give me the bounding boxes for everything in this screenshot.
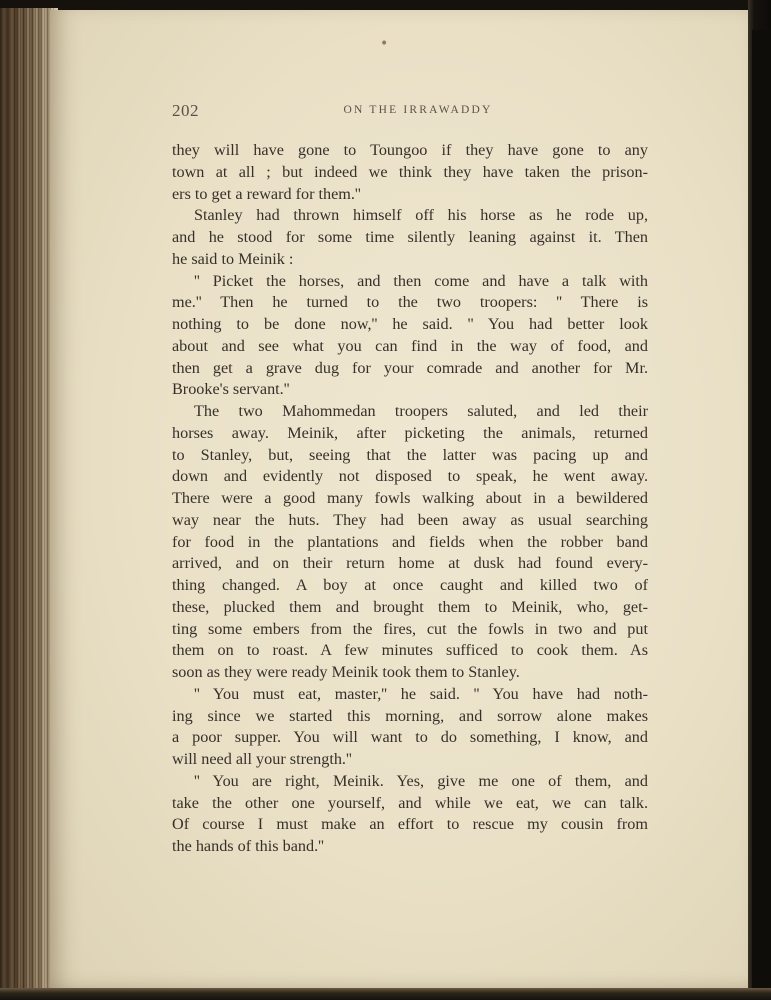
text-line: he said to Meinik : bbox=[172, 249, 294, 268]
text-line: these, plucked them and brought them to Meinik, who, get- bbox=[172, 597, 648, 616]
text-line: the hands of this band.'' bbox=[172, 837, 324, 855]
running-head: ON THE IRRAWADDY bbox=[343, 104, 493, 116]
text-line: a poor supper. You will want to do something, I know, and bbox=[172, 728, 648, 747]
text-line: Stanley had thrown himself off his horse as he rode up, bbox=[194, 206, 648, 225]
bottom-scan-border bbox=[0, 988, 771, 1000]
page-number: 202 bbox=[172, 101, 199, 120]
text-line: '' You must eat, master,'' he said. '' You have had noth- bbox=[194, 684, 648, 703]
text-line: for food in the plantations and fields when the robber band bbox=[172, 532, 648, 551]
text-line: will need all your strength.'' bbox=[172, 750, 352, 768]
text-line: soon as they were ready Meinik took them to Stanley. bbox=[172, 663, 520, 681]
text-line: '' You are right, Meinik. Yes, give me one of them, and bbox=[194, 771, 648, 790]
text-line: way near the huts. They had been away as usual searching bbox=[172, 510, 648, 529]
text-line: horses away. Meinik, after picketing the animals, returned bbox=[172, 423, 648, 442]
text-line: them on to roast. A few minutes sufficed to cook them. As bbox=[172, 641, 648, 660]
text-line: about and see what you can find in the way of food, and bbox=[172, 336, 648, 355]
ink-spot-mark: • bbox=[380, 36, 389, 52]
text-line: down and evidently not disposed to speak, he went away. bbox=[172, 467, 648, 486]
text-line: There were a good many fowls walking about in a bewildered bbox=[172, 489, 648, 507]
text-line: ers to get a reward for them.'' bbox=[172, 184, 361, 203]
page-edge-lines bbox=[14, 8, 54, 1000]
text-line: then get a grave dug for your comrade and another for Mr. bbox=[172, 358, 648, 377]
text-line: The two Mahommedan troopers saluted, and led their bbox=[194, 402, 648, 420]
text-line: me.'' Then he turned to the two troopers: '' There is bbox=[172, 293, 648, 312]
text-line: and he stood for some time silently leaning against it. Then bbox=[172, 228, 648, 246]
text-line: nothing to be done now,'' he said. '' You had better look bbox=[172, 315, 648, 333]
text-line: they will have gone to Toungoo if they have gone to any bbox=[172, 141, 648, 159]
text-line: to Stanley, but, seeing that the latter was pacing up and bbox=[172, 445, 648, 464]
right-dark-band bbox=[752, 30, 771, 990]
text-line: '' Picket the horses, and then come and have a talk with bbox=[194, 271, 648, 290]
body-text bbox=[172, 140, 648, 858]
text-line: Brooke's servant.'' bbox=[172, 380, 290, 399]
text-line: thing changed. A boy at once caught and killed two of bbox=[172, 576, 648, 594]
text-line: ing since we started this morning, and sorrow alone makes bbox=[172, 706, 648, 725]
page-header bbox=[172, 101, 650, 125]
text-line: ting some embers from the fires, cut the fowls in two and put bbox=[172, 619, 648, 638]
text-line: town at all ; but indeed we think they have taken the prison- bbox=[172, 162, 648, 181]
text-line: Of course I must make an effort to rescue my cousin from bbox=[172, 815, 648, 834]
text-line: arrived, and on their return home at dusk had found every- bbox=[172, 554, 648, 573]
text-line: take the other one yourself, and while we eat, we can talk. bbox=[172, 793, 648, 812]
